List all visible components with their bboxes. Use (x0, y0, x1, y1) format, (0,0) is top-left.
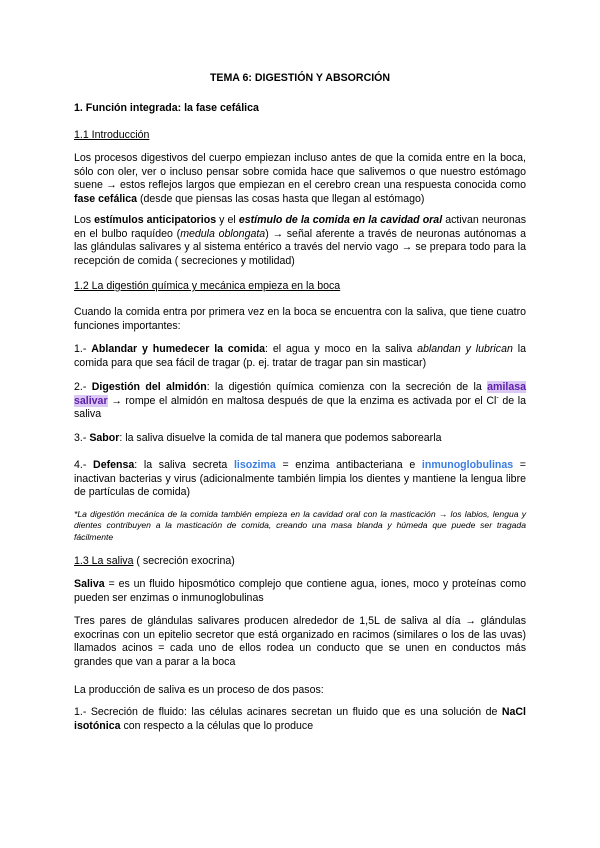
text-run: : la digestión química comienza con la secreción de la (206, 381, 488, 393)
function-item (74, 381, 526, 422)
blue-term: inmunoglobulinas (421, 459, 514, 471)
document-title: TEMA 6: DIGESTIÓN Y ABSORCIÓN (209, 72, 391, 84)
bold-italic-term: estímulo de la comida en la cavidad oral (238, 214, 443, 226)
bold-term: Defensa (93, 459, 135, 471)
paragraph: La producción de saliva es un proceso de dos pasos: (74, 684, 324, 696)
function-item (74, 343, 526, 370)
heading-text: 1.3 La saliva (74, 555, 134, 567)
text-run: 1.- (74, 343, 92, 355)
bold-term: fase cefálica (74, 192, 138, 205)
text-run: → rompe el almidón en maltosa después de que la enzima es activada por el Cl (107, 394, 497, 407)
function-item (74, 459, 526, 500)
text-run: ) → señal aferente a través de neuronas autónomas a las glándulas salivares y al sistema entérico a través del nervio vago → se prepara todo para la recepción de comida ( secreciones y motilidad) (74, 227, 526, 267)
text-run: : el agua y moco en la saliva (265, 343, 418, 355)
text-run: : la saliva secreta (134, 459, 234, 471)
heading-note: ( secreción exocrina) (133, 555, 235, 567)
subsection-heading: 1.2 La digestión química y mecánica empieza en la boca (74, 280, 341, 292)
text-run: = enzima antibacteriana e (275, 459, 422, 471)
paragraph (74, 152, 526, 206)
bold-term: Digestión del almidón (91, 381, 207, 393)
subsection-heading: 1.1 Introducción (74, 129, 150, 141)
superscript: - (496, 394, 499, 402)
text-run: = es un fluido hiposmótico complejo que contiene agua, iones, moco y proteínas como pueden ser enzimas o inmunoglobulinas (74, 578, 526, 604)
italic-term: ablandan y lubrican (417, 343, 513, 355)
text-run: 2.- (74, 381, 92, 393)
paragraph (74, 578, 526, 605)
text-run: Los procesos digestivos del cuerpo empiezan incluso antes de que la comida entre en la boca, sólo con oler, ver o incluso pensar sobre comida hace que salivemos o que nuestro estómago suene → estos reflejos largos que empiezan en el cerebro crean una respuesta conocida como (74, 152, 526, 192)
text-run: (desde que piensas las cosas hasta que llegan al estómago) (137, 192, 425, 205)
footnote: *La digestión mecánica de la comida también empieza en la cavidad oral con la masticación → los labios, lengua y dientes contribuyen a la masticación de comida, creando una masa blanda y húmeda que puede ser tragada fácilmente (74, 509, 526, 542)
text-run: la comida para que sea fácil de tragar (p. ej. tratar de tragar pan sin masticar) (74, 343, 526, 369)
text-run: : la saliva disuelve la comida de tal manera que podemos saborearla (119, 432, 442, 444)
section-heading: 1. Función integrada: la fase cefálica (74, 102, 259, 114)
bold-term: Saliva (74, 578, 105, 590)
function-item (74, 432, 526, 446)
bold-term: estímulos anticipatorios (94, 214, 217, 226)
bold-term: Ablandar y humedecer la comida (91, 343, 266, 355)
text-run: 3.- (74, 432, 90, 444)
italic-term: medula oblongata (180, 227, 266, 240)
paragraph: Tres pares de glándulas salivares producen alrededor de 1,5L de saliva al día → glándulas exocrinas con un epitelio secretor que está organizado en racimos (similares o los de las uvas) llamados acinos = cada uno de ellos rodea un conducto que se unen en conductos más grandes que van a parar a la boca (74, 615, 526, 668)
highlight-term: amilasa salivar (74, 381, 527, 407)
bold-term: NaCl isotónica (74, 706, 526, 732)
paragraph (74, 706, 526, 733)
text-run: 4.- (74, 459, 94, 471)
subsection-heading (74, 555, 526, 569)
bold-term: Sabor (89, 432, 120, 444)
text-run: = inactivan bacterias y virus (adicionalmente también limpia los dientes y mantiene la lengua libre de partículas de comida) (74, 459, 526, 499)
text-run: 1.- Secreción de fluido: las células acinares secretan un fluido que es una solución de (74, 706, 502, 718)
text-run: Los (74, 214, 95, 226)
text-run: activan neuronas en el bulbo raquídeo ( (74, 214, 526, 240)
text-run: de la saliva (74, 394, 526, 421)
text-run: y el (216, 214, 239, 226)
blue-term: lisozima (233, 459, 276, 471)
paragraph (74, 214, 526, 268)
text-run: con respecto a la células que lo produce (120, 719, 314, 732)
paragraph: Cuando la comida entra por primera vez en la boca se encuentra con la saliva, que tiene cuatro funciones importantes: (74, 306, 526, 332)
